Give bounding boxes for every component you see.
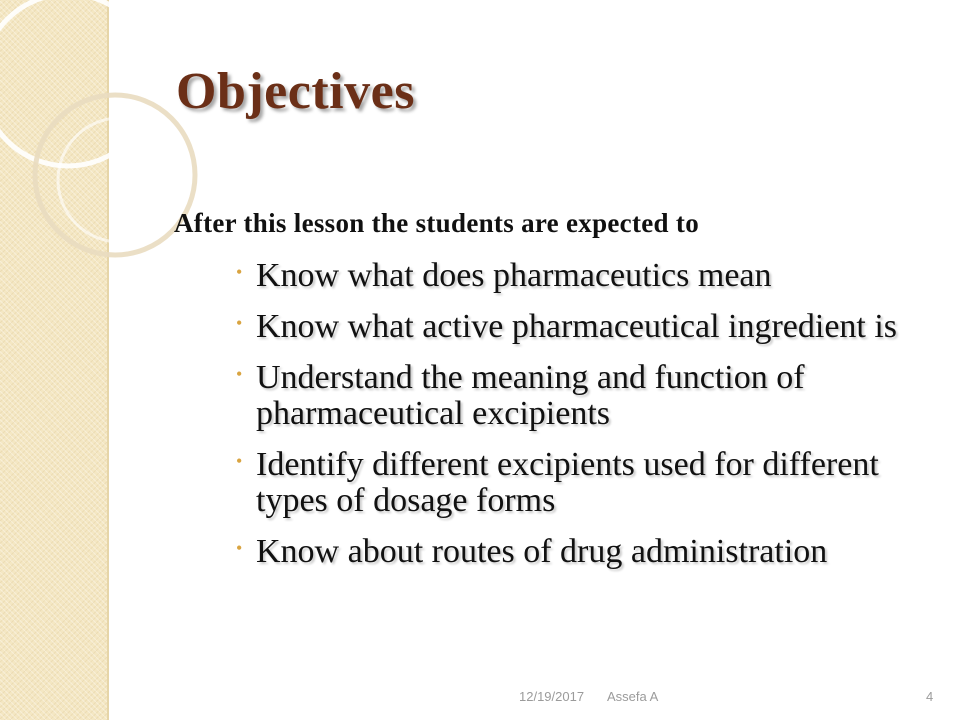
list-item xyxy=(236,447,946,519)
decorative-circle-inner xyxy=(58,118,182,242)
bullet-icon: • xyxy=(236,451,243,471)
list-item xyxy=(236,258,946,294)
objective-text: Know about routes of drug administration xyxy=(256,533,828,570)
decorative-circle-large xyxy=(0,0,154,166)
list-item xyxy=(236,534,946,570)
footer-page-number: 4 xyxy=(926,689,934,704)
objective-text: Understand the meaning and function of pharmaceutical excipients xyxy=(256,359,805,432)
list-item xyxy=(236,360,946,432)
slide-footer xyxy=(0,689,960,709)
slide-intro: After this lesson the students are expected to xyxy=(174,208,699,238)
footer-author: Assefa A xyxy=(607,689,659,704)
slide-title: Objectives xyxy=(176,63,415,120)
objective-text: Identify different excipients used for different types of dosage forms xyxy=(256,446,879,519)
bullet-icon: • xyxy=(236,313,243,333)
decorative-circles xyxy=(0,0,200,260)
bullet-icon: • xyxy=(236,538,243,558)
bullet-icon: • xyxy=(236,262,243,282)
list-item xyxy=(236,309,946,345)
bullet-icon: • xyxy=(236,364,243,384)
footer-date: 12/19/2017 xyxy=(519,689,585,704)
objective-text: Know what active pharmaceutical ingredient is xyxy=(256,308,898,345)
objectives-list xyxy=(236,258,946,585)
objective-text: Know what does pharmaceutics mean xyxy=(256,257,772,294)
